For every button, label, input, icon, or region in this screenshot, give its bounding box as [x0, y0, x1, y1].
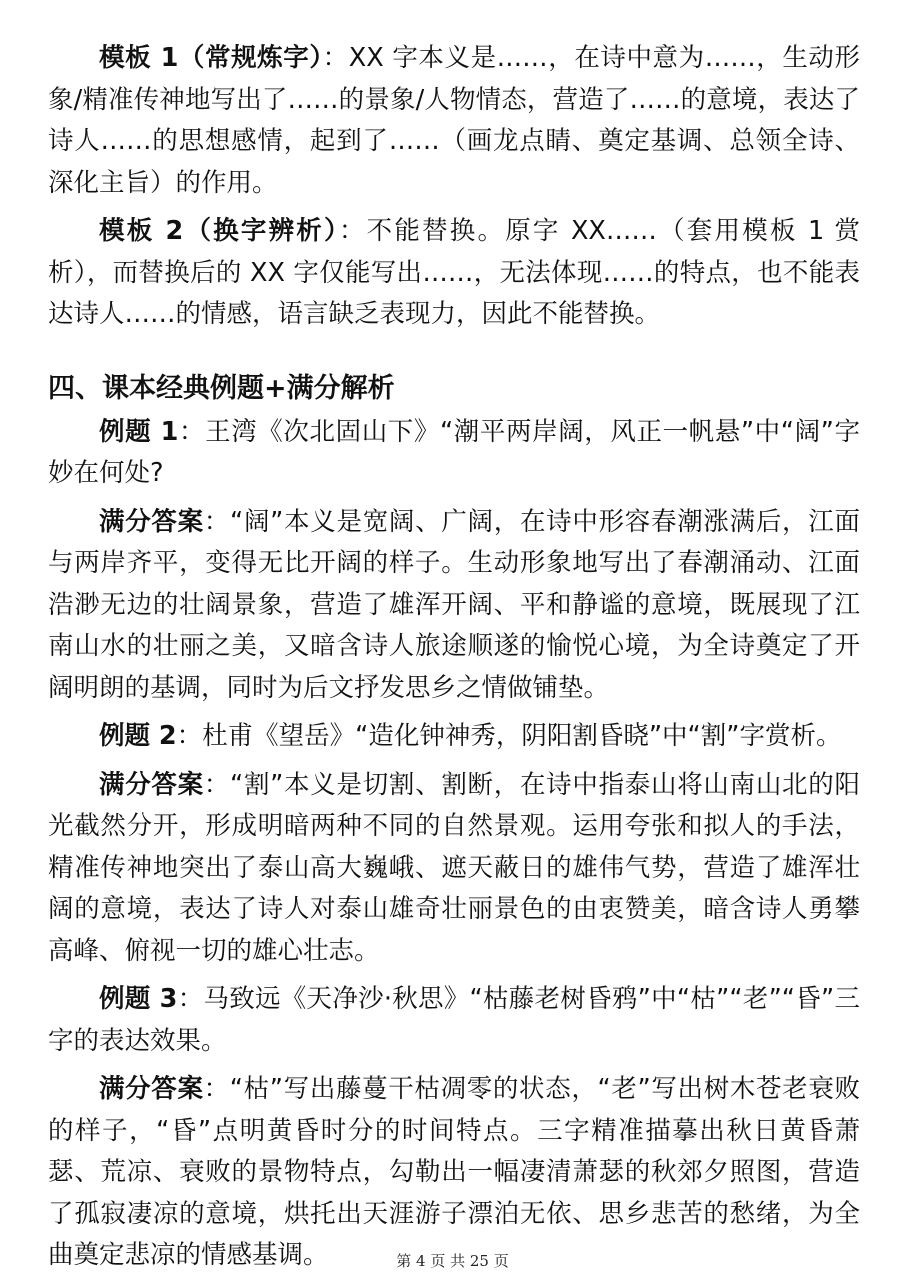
- example-1-answer: [48, 502, 860, 710]
- example-2-answer-text: ：“割”本义是切割、割断，在诗中指泰山将山南山北的阳光截然分开，形成明暗两种不同的自然景观。运用夸张和拟人的手法，精准传神地突出了泰山高大巍峨、遮天蔽日的雄伟气势，营造了雄浑壮阔的意境，表达了诗人对泰山雄奇壮丽景色的由衷赞美，暗含诗人勇攀高峰、俯视一切的雄心壮志。: [48, 769, 860, 966]
- example-1-label: 例题 1: [99, 416, 179, 447]
- example-2-answer-label: 满分答案: [99, 769, 204, 800]
- section-heading: 四、课本经典例题+满分解析: [48, 372, 395, 404]
- page-footer: 第 4 页 共 25 页: [396, 1252, 509, 1270]
- example-3-answer: [48, 1069, 860, 1277]
- example-2-label: 例题 2: [99, 721, 177, 751]
- template-1-paragraph: [48, 38, 860, 204]
- example-3-question: [48, 979, 860, 1062]
- example-3-answer-label: 满分答案: [99, 1074, 204, 1104]
- example-3-label: 例题 3: [99, 984, 178, 1014]
- example-3-question-text: ：马致远《天净沙·秋思》“枯藤老树昏鸦”中“枯”“老”“昏”三字的表达效果。: [48, 984, 861, 1056]
- example-2-answer: [48, 765, 860, 973]
- example-1-question-text: ：王湾《次北固山下》“潮平两岸阔，风正一帆悬”中“阔”字妙在何处?: [48, 416, 860, 488]
- template-2-label: 模板 2（换字辨析）: [99, 216, 339, 246]
- page-content: [48, 38, 860, 1284]
- template-2-paragraph: [48, 211, 860, 336]
- example-3-answer-text: ：“枯”写出藤蔓干枯凋零的状态，“老”写出树木苍老衰败的样子，“昏”点明黄昏时分的时间特点。三字精准描摹出秋日黄昏萧瑟、荒凉、衰败的景物特点，勾勒出一幅凄清萧瑟的秋郊夕照图，营造了孤寂凄凉的意境，烘托出天涯游子漂泊无依、思乡悲苦的愁绪，为全曲奠定悲凉的情感基调。: [48, 1074, 860, 1270]
- example-2-question: [48, 716, 860, 758]
- template-1-text: ：XX 字本义是……，在诗中意为……，生动形象/精准传神地写出了……的景象/人物情态，营造了……的意境，表达了诗人……的思想感情，起到了……（画龙点睛、奠定基调、总领全诗、深化主旨）的作用。: [48, 43, 861, 198]
- template-2-text: ：不能替换。原字 XX……（套用模板 1 赏析），而替换后的 XX 字仅能写出……，无法体现……的特点，也不能表达诗人……的情感，语言缺乏表现力，因此不能替换。: [48, 216, 861, 329]
- example-2-question-text: ：杜甫《望岳》“造化钟神秀，阴阳割昏晓”中“割”字赏析。: [176, 721, 842, 751]
- template-1-label: 模板 1（常规炼字）: [99, 43, 323, 73]
- example-1-question: [48, 412, 860, 495]
- example-1-answer-label: 满分答案: [99, 506, 204, 537]
- example-1-answer-text: ：“阔”本义是宽阔、广阔，在诗中形容春潮涨满后，江面与两岸齐平，变得无比开阔的样子。生动形象地写出了春潮涌动、江面浩渺无边的壮阔景象，营造了雄浑开阔、平和静谧的意境，既展现了江南山水的壮丽之美，又暗含诗人旅途顺遂的愉悦心境，为全诗奠定了开阔明朗的基调，同时为后文抒发思乡之情做铺垫。: [48, 506, 860, 703]
